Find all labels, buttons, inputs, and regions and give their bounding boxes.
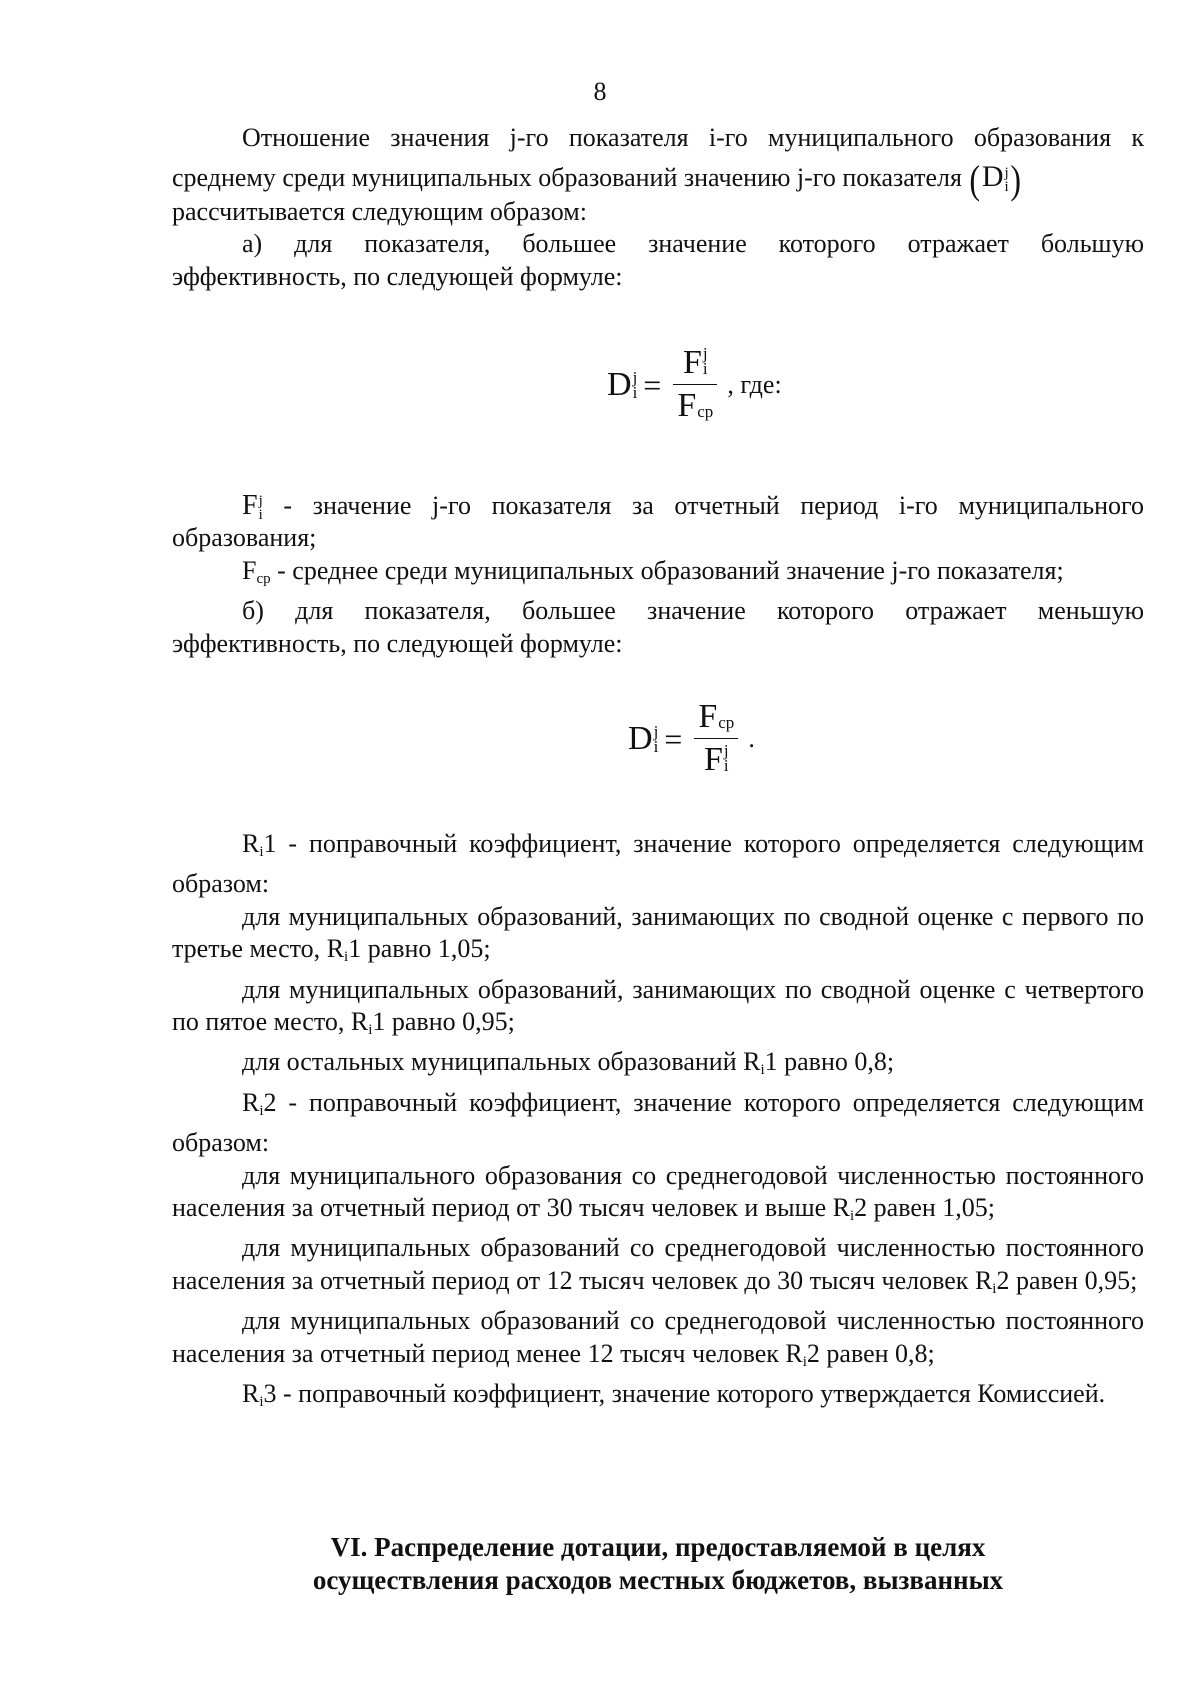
intro-line2: рассчитывается следующим образом:: [172, 197, 587, 226]
formula-a-equals: =: [643, 366, 662, 403]
def-f-symbol: F j i: [242, 490, 263, 524]
formula-a-lhs-indices: j i: [632, 367, 638, 402]
r2-case-b: для муниципальных образований со среднегодовой численностью постоянного населения за отчетный период от 12 тысяч человек до 30 тысяч человек Ri2 равен 0,95;: [172, 1233, 1144, 1297]
case-a-paragraph: а) для показателя, большее значение которого отражает большую эффективность, по следующей формуле:: [172, 229, 1144, 291]
formula-b-fraction: [694, 700, 738, 777]
formula-a-numerator: F j i: [683, 344, 708, 381]
section-heading-line2: осуществления расходов местных бюджетов, вызванных: [312, 1565, 1004, 1595]
def-f-paragraph: F j i - значение j-го показателя за отчетный период i-го муниципального образования;: [172, 490, 1144, 553]
formula-a-bar: [673, 384, 717, 385]
formula-b-numerator: F ср: [698, 698, 735, 735]
r1-definition: Ri1 - поправочный коэффициент, значение которого определяется следующим образом:: [172, 829, 1144, 899]
intro-block-2: [172, 196, 1144, 293]
page-number: 8: [593, 77, 607, 106]
intro-paragraph: [172, 118, 1144, 200]
r1-case-a: для муниципальных образований, занимающих по сводной оценке с первого по третье место, Ri1 равно 1,05;: [172, 901, 1144, 966]
coefficients-block: [172, 828, 1144, 1419]
formula-b: [628, 700, 755, 777]
formula-a: [607, 346, 782, 423]
formula-b-lhs-indices: j i: [653, 721, 659, 756]
r1-case-c: для остальных муниципальных образований Ri1 равно 0,8;: [242, 1047, 895, 1079]
section-heading: [172, 1531, 1144, 1597]
r2-case-c: для муниципальных образований со среднегодовой численностью постоянного населения за отчетный период менее 12 тысяч человек Ri2 равен 0,8;: [172, 1306, 1144, 1370]
formula-a-lhs: D: [607, 365, 632, 403]
r1-case-b: для муниципальных образований, занимающих по сводной оценке с четвертого по пятое место, Ri1 равно 0,95;: [172, 974, 1144, 1039]
formula-b-lhs: D: [628, 719, 653, 757]
def-fcp-paragraph: Fср - среднее среди муниципальных образований значение j-го показателя;: [242, 555, 1064, 587]
formula-a-denominator: F ср: [677, 387, 714, 424]
r2-definition: Ri2 - поправочный коэффициент, значение которого определяется следующим образом:: [172, 1087, 1144, 1158]
intro-text: Отношение значения j-го показателя i-го муниципального образования к среднему среди муниципальных образований значению j-го показателя: [172, 123, 1144, 192]
r3-definition: Ri3 - поправочный коэффициент, значение которого утверждается Комиссией.: [242, 1379, 1106, 1411]
section-heading-line1: VI. Распределение дотации, предоставляемой в целях: [330, 1532, 986, 1562]
formula-a-tail: , где:: [727, 369, 782, 399]
definitions-block: [172, 490, 1144, 660]
intro-d-symbol: (D j i ): [969, 157, 1021, 202]
formula-b-bar: [694, 738, 738, 739]
formula-a-fraction: [673, 346, 717, 423]
formula-b-tail: .: [748, 723, 755, 753]
formula-b-denominator: F j i: [704, 741, 729, 778]
r2-case-a: для муниципального образования со среднегодовой численностью постоянного населения за отчетный период от 30 тысяч человек и выше Ri2 равен 1,05;: [172, 1160, 1144, 1225]
intro-block: [172, 118, 1144, 200]
formula-b-equals: =: [664, 720, 683, 757]
case-b-paragraph: б) для показателя, большее значение которого отражает меньшую эффективность, по следующей формуле:: [172, 596, 1144, 658]
def-fcp-symbol: F: [242, 555, 257, 585]
